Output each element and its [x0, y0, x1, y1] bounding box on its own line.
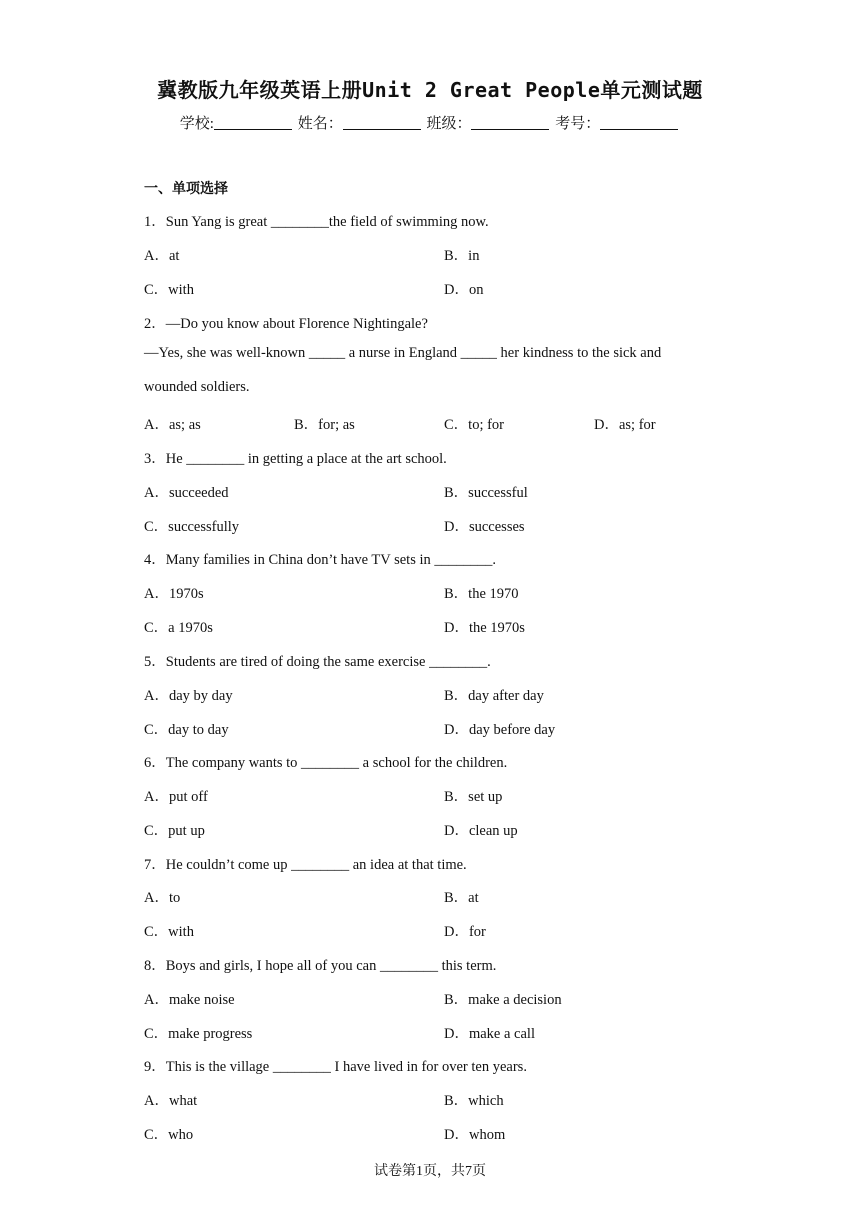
- title-unit-name: Unit 2 Great People: [362, 78, 601, 102]
- question-7-option-d: D．for: [444, 924, 486, 940]
- question-5-option-c: C．day to day: [144, 722, 229, 738]
- question-2-stem: 2．—Do you know about Florence Nightingale?: [144, 316, 428, 332]
- question-6-option-b: B．set up: [444, 789, 503, 805]
- question-1-option-d: D．on: [444, 282, 484, 298]
- question-5-stem: 5．Students are tired of doing the same exercise ________.: [144, 654, 491, 670]
- question-5-option-d: D．day before day: [444, 722, 556, 738]
- question-8-option-a: A．make noise: [144, 992, 235, 1008]
- title-chinese-prefix: 冀教版九年级英语上册: [157, 78, 363, 102]
- question-9-option-a: A．what: [144, 1093, 198, 1109]
- question-6-option-a: A．put off: [144, 789, 208, 805]
- question-1-option-a: A．at: [144, 248, 180, 264]
- question-2-option-c: C．to; for: [444, 417, 505, 433]
- question-2-stem-line2: —Yes, she was well-known _____ a nurse in England _____ her kindness to the sick and: [144, 345, 662, 361]
- question-6-option-c: C．put up: [144, 823, 205, 839]
- question-7-option-c: C．with: [144, 924, 194, 940]
- question-6-stem: 6．The company wants to ________ a school for the children.: [144, 755, 508, 771]
- exam-number-blank: [600, 115, 678, 130]
- student-info-line: [0, 112, 860, 133]
- question-2-stem-line3: wounded soldiers.: [144, 379, 250, 395]
- question-1-stem: 1．Sun Yang is great ________the field of swimming now.: [144, 214, 489, 230]
- name-label: 姓名：: [297, 116, 343, 132]
- question-3-option-b: B．successful: [444, 485, 528, 501]
- question-9-option-d: D．whom: [444, 1127, 506, 1143]
- question-3-stem: 3．He ________ in getting a place at the art school.: [144, 451, 447, 467]
- question-7-stem: 7．He couldn’t come up ________ an idea at that time.: [144, 857, 467, 873]
- question-4-option-a: A．1970s: [144, 586, 204, 602]
- school-blank: [214, 115, 292, 130]
- question-4-stem: 4．Many families in China don’t have TV sets in ________.: [144, 552, 497, 568]
- question-1-option-c: C．with: [144, 282, 194, 298]
- question-9-option-c: C．who: [144, 1127, 194, 1143]
- class-label: 班级：: [426, 116, 472, 132]
- question-9-option-b: B．which: [444, 1093, 504, 1109]
- question-1-option-b: B．in: [444, 248, 480, 264]
- name-blank: [343, 115, 421, 130]
- question-7-option-b: B．at: [444, 890, 479, 906]
- question-2-option-b: B．for; as: [294, 417, 355, 433]
- question-4-option-b: B．the 1970: [444, 586, 519, 602]
- question-7-option-a: A．to: [144, 890, 181, 906]
- question-4-option-c: C．a 1970s: [144, 620, 213, 636]
- question-8-stem: 8．Boys and girls, I hope all of you can ________ this term.: [144, 958, 497, 974]
- question-5-option-b: B．day after day: [444, 688, 544, 704]
- question-5-option-a: A．day by day: [144, 688, 233, 704]
- question-8-option-d: D．make a call: [444, 1026, 535, 1042]
- question-9-stem: 9．This is the village ________ I have lived in for over ten years.: [144, 1059, 527, 1075]
- question-3-option-a: A．succeeded: [144, 485, 229, 501]
- page-title: [0, 74, 860, 103]
- question-2-option-a: A．as; as: [144, 417, 201, 433]
- question-3-option-c: C．successfully: [144, 519, 240, 535]
- exam-number-label: 考号：: [555, 116, 601, 132]
- page-footer: 试卷第1页，共7页: [374, 1164, 486, 1179]
- title-chinese-suffix: 单元测试题: [600, 78, 703, 102]
- school-label: 学校:: [179, 116, 214, 132]
- question-2-option-d: D．as; for: [594, 417, 656, 433]
- question-8-option-b: B．make a decision: [444, 992, 562, 1008]
- class-blank: [471, 115, 549, 130]
- question-3-option-d: D．successes: [444, 519, 525, 535]
- section-title: 一、单项选择: [144, 181, 228, 197]
- question-8-option-c: C．make progress: [144, 1026, 253, 1042]
- question-4-option-d: D．the 1970s: [444, 620, 525, 636]
- question-6-option-d: D．clean up: [444, 823, 518, 839]
